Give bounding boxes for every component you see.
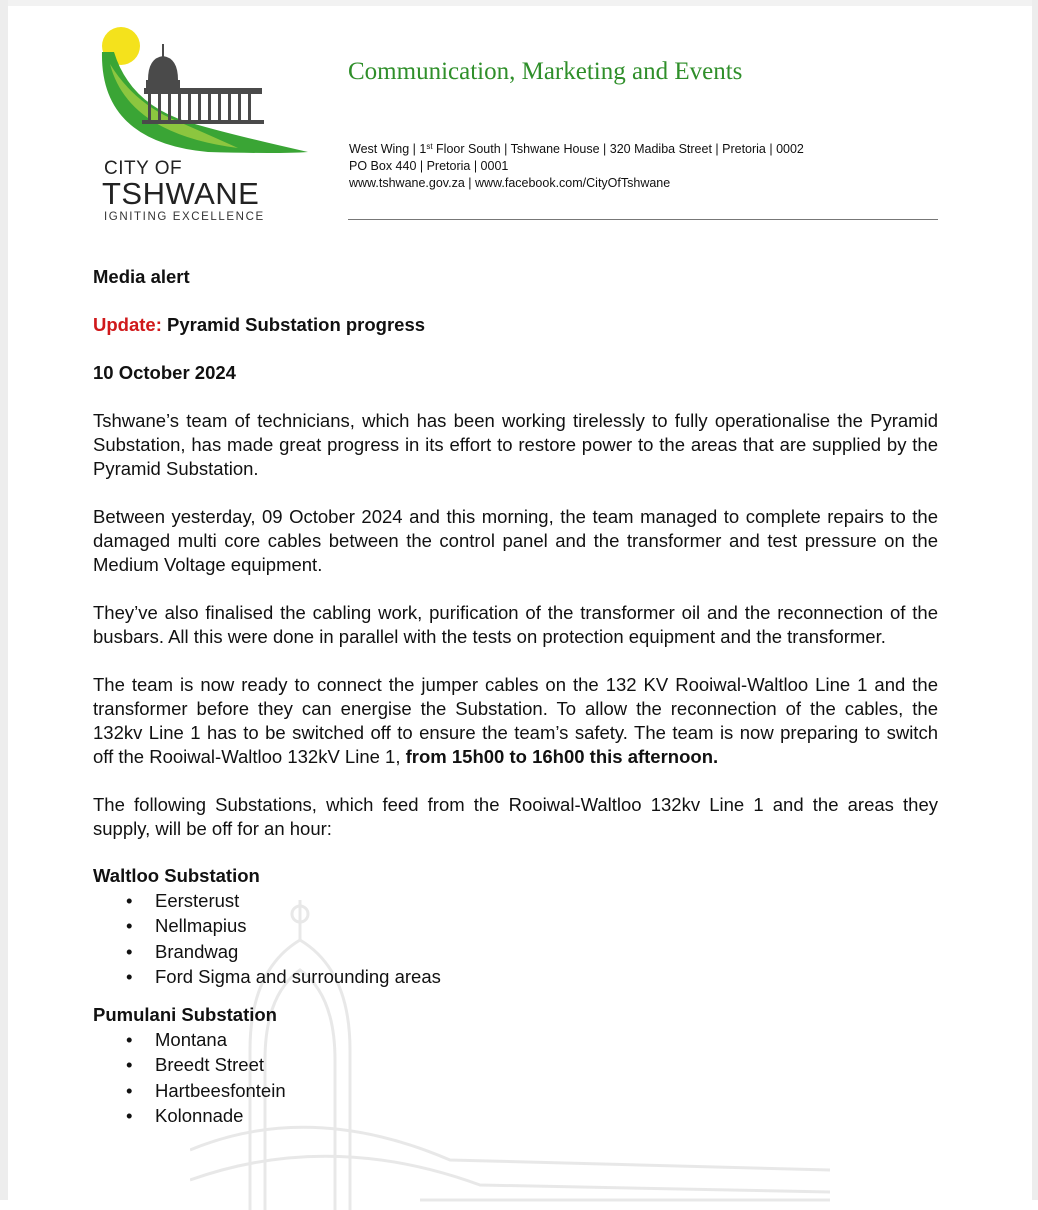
logo-tagline: IGNITING EXCELLENCE [104,211,265,223]
paragraph-3: They’ve also finalised the cabling work, purification of the transformer oil and the reconnection of the busbars. All this were done in parallel with the tests on protection equipment and the transformer. [93,602,938,647]
paragraph-2: Between yesterday, 09 October 2024 and this morning, the team managed to complete repairs to the damaged multi core cables between the control panel and the transformer and test pressure on the Medium Voltage equipment. [93,506,938,575]
list-item: • Breedt Street [126,1054,265,1076]
frame-top [0,0,1038,6]
department-title: Communication, Marketing and Events [348,58,743,85]
alert-date: 10 October 2024 [93,362,236,383]
pumulani-areas-list [93,1027,938,1128]
frame-left [0,0,8,1200]
substation-heading-waltloo: Waltloo Substation [93,865,260,886]
list-item: • Hartbeesfontein [126,1079,286,1101]
header-divider [348,219,938,220]
address-line-1: West Wing | 1st Floor South | Tshwane House | 320 Madiba Street | Pretoria | 0002 [349,142,804,156]
address-block [349,138,804,192]
waltloo-areas-list [93,888,938,989]
list-item: • Nellmapius [126,915,247,937]
substation-heading-pumulani: Pumulani Substation [93,1004,277,1026]
document-body [93,265,938,1128]
alert-title: Update: Pyramid Substation progress [93,314,426,335]
list-item: • Ford Sigma and surrounding areas [126,965,441,987]
list-item: • Brandwag [126,940,239,962]
list-item: • Eersterust [126,890,240,911]
outage-time: from 15h00 to 16h00 this afternoon. [405,746,719,767]
paragraph-4: The team is now ready to connect the jumper cables on the 132 KV Rooiwal-Waltloo Line 1 and the transformer before they can energise the Substation. To allow the reconnection of the cables, the 132kv Line 1 has to be switched off to ensure the team’s safety. The team is now preparing to switch off the Rooiwal-Waltloo 132kV Line 1, from 15h00 to 16h00 this afternoon. [93,674,938,767]
update-label: Update: [93,314,162,335]
paragraph-5: The following Substations, which feed from the Rooiwal-Waltloo 132kv Line 1 and the areas they supply, will be off for an hour: [93,794,938,839]
address-line-2: PO Box 440 | Pretoria | 0001 [349,159,509,173]
address-line-3[interactable]: www.tshwane.gov.za | www.facebook.com/CityOfTshwane [349,176,671,190]
logo-name: TSHWANE [102,176,260,211]
logo-city-of: CITY OF [104,158,183,179]
frame-right [1032,0,1038,1200]
list-item: • Montana [126,1029,227,1051]
paragraph-1: Tshwane’s team of technicians, which has been working tirelessly to fully operationalise the Pyramid Substation, has made great progress in its effort to restore power to the areas that are supplied by the Pyramid Substation. [93,410,938,479]
alert-type: Media alert [93,266,190,287]
list-item: • Kolonnade [126,1105,244,1127]
